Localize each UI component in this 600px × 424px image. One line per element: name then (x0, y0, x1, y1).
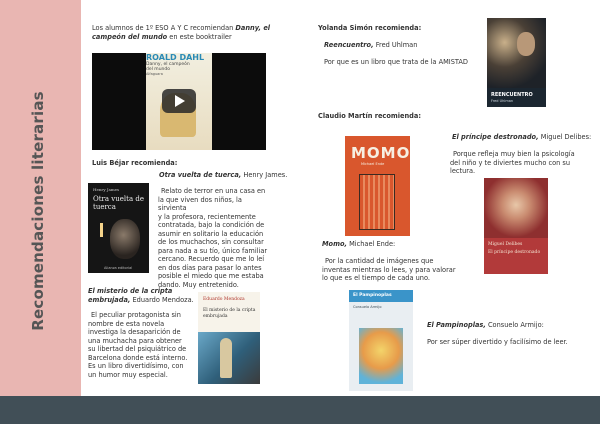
play-button[interactable] (162, 89, 196, 113)
misterio-review-line: Barcelona donde está interno. (88, 353, 188, 362)
intro-text (92, 24, 272, 41)
cover-momo-title: MOMO (351, 144, 410, 162)
principe-review-line: lectura. (450, 167, 476, 175)
luis-review (158, 187, 268, 289)
cover-misterio (198, 292, 260, 384)
video-cover-author: ROALD DAHL (146, 53, 205, 62)
principe-book-author: Miguel Delibes: (538, 133, 592, 141)
luis-review-line: contratada, bajo la condición de (158, 221, 265, 229)
cover-pampinoplas-title: El Pampinoplas (353, 293, 392, 298)
cover-momo-author: Michael Ende (361, 162, 385, 166)
cover-otra-vuelta-title: Otra vuelta de tuerca (93, 195, 144, 211)
cover-misterio-figure (220, 338, 232, 378)
cover-reencuentro (487, 18, 546, 107)
misterio-title-part1: El misterio de la cripta (88, 287, 173, 295)
cover-misterio-author: Eduardo Mendoza (203, 297, 245, 302)
principe-review (450, 150, 590, 176)
luis-review-line: asumir en solitario la educación (158, 229, 264, 238)
claudio-book-title: Momo, (322, 240, 347, 248)
principe-book-title: El príncipe destronado, (452, 133, 539, 141)
intro-line1: Los alumnos de 1º ESO A Y C recomiendan (92, 24, 236, 32)
claudio-review (322, 257, 462, 283)
sidebar-title: Recomendaciones literarias (29, 91, 47, 331)
misterio-review-line: un humor muy especial. (88, 370, 168, 379)
misterio-review-line: una muchacha para obtener (88, 336, 182, 345)
claudio-review-line: lo que es el tiempo de cada uno. (322, 274, 430, 282)
cover-misterio-title: El misterio de la cripta embrujada (203, 308, 256, 319)
principe-book-line (452, 133, 591, 142)
pampinoplas-book-author: Consuelo Armijo: (485, 321, 544, 329)
booktrailer-video[interactable] (92, 53, 266, 150)
luis-review-line: posible el miedo que me estaba (158, 272, 264, 280)
intro-line2: en este booktrailer (167, 32, 232, 41)
yolanda-book-line (324, 41, 417, 50)
pampinoplas-book-title: El Pampinoplas, (427, 321, 486, 329)
luis-book-title: Otra vuelta de tuerca, (159, 171, 242, 179)
luis-review-line: en dos días para pasar lo antes (158, 263, 262, 272)
misterio-review-line: El peculiar protagonista sin (91, 311, 181, 319)
footer-band (0, 396, 600, 424)
claudio-heading: Claudio Martín recomienda: (318, 112, 421, 120)
cover-otra-vuelta-publisher: Alianza editorial (104, 266, 133, 270)
luis-book-author: Henry James. (241, 171, 288, 179)
cover-otra-vuelta (88, 183, 149, 273)
luis-review-line: la que viven dos niños, la sirvienta (158, 195, 242, 212)
cover-otra-vuelta-author: Henry James (93, 187, 120, 192)
misterio-review-line: su libertad del psiquiátrico de (88, 345, 187, 353)
luis-heading: Luis Béjar recomienda: (92, 159, 178, 167)
intro-title-part2: campeón del mundo (92, 32, 168, 41)
luis-review-line: y la profesora, recientemente (158, 212, 256, 221)
misterio-book-line (88, 287, 198, 304)
misterio-title-part2: embrujada, (88, 295, 131, 304)
luis-review-line: dando. Muy entretenido. (158, 280, 239, 289)
cover-pampinoplas (349, 290, 413, 391)
yolanda-book-author: Fred Uhlman (373, 41, 418, 49)
principe-review-line: Porque refleja muy bien la psicología (453, 150, 575, 158)
cover-otra-vuelta-face (110, 219, 140, 259)
misterio-review-line: Es un libro divertidísimo, con (88, 362, 184, 370)
misterio-author: Eduardo Mendoza. (130, 295, 194, 304)
video-cover-title: Danny, el campeón del mundo (146, 62, 190, 72)
intro-title-part1: Danny, el (235, 24, 271, 32)
yolanda-heading: Yolanda Simón recomienda: (318, 24, 422, 32)
cover-reencuentro-author: Fred Uhlman (491, 99, 514, 103)
misterio-review-line: nombre de esta novela (88, 319, 165, 328)
cover-principe (484, 178, 548, 274)
luis-review-line: Relato de terror en una casa en (161, 187, 266, 195)
cover-otra-vuelta-candle (100, 223, 103, 237)
cover-principe-photo (484, 178, 548, 238)
claudio-review-line: inventas mientras lo lees, y para valorar (322, 265, 456, 274)
claudio-review-line: Por la cantidad de imágenes que (325, 257, 434, 265)
claudio-book-author: Michael Ende: (347, 240, 396, 248)
cover-reencuentro-photo (487, 18, 546, 88)
pampinoplas-review: Por ser súper divertido y facilísimo de leer. (427, 338, 568, 346)
misterio-review-line: investiga la desaparición de (88, 328, 181, 336)
yolanda-review: Por que es un libro que trata de la AMISTAD (324, 58, 469, 66)
cover-momo (345, 136, 410, 236)
luis-book-line (159, 171, 287, 180)
cover-pampinoplas-author: Consuelo Armijo (353, 305, 382, 309)
luis-review-line: cercano. Recuerdo que me lo leí (158, 255, 265, 263)
luis-review-line: para nada a su tío, único familiar (158, 246, 268, 255)
video-cover-publisher: Alfaguara (146, 72, 163, 76)
cover-reencuentro-face (517, 32, 535, 56)
cover-pampinoplas-illustration (359, 328, 403, 384)
cover-principe-title: El príncipe destronado (488, 250, 541, 255)
principe-review-line: del niño y te diviertes mucho con su (450, 158, 571, 167)
luis-review-line: de los muchachos, sin consultar (158, 238, 264, 246)
misterio-review (88, 311, 194, 379)
pampinoplas-book-line (427, 321, 544, 330)
cover-momo-illustration (359, 174, 395, 230)
cover-principe-author: Miguel Delibes (488, 242, 523, 247)
yolanda-book-title: Reencuentro, (324, 41, 374, 49)
claudio-book-line (322, 240, 395, 249)
cover-reencuentro-title: REENCUENTRO (491, 92, 533, 98)
